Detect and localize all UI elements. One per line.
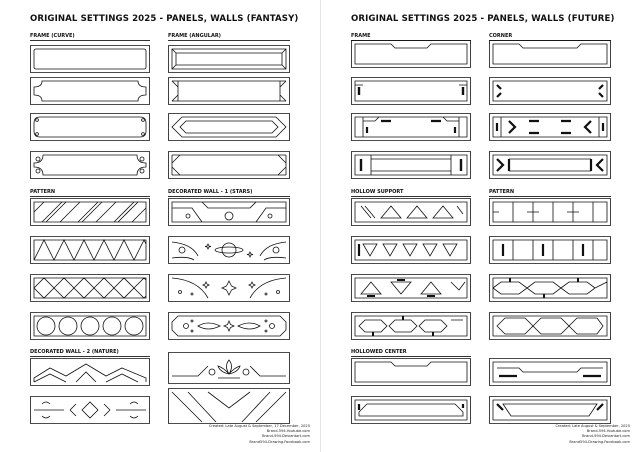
credit-line: Created: Late August & September, 2025: [555, 424, 630, 428]
section-label-corner: CORNER: [489, 33, 513, 39]
panel-future-frame-2: [351, 77, 471, 105]
panel-future-pattern-4: [489, 312, 611, 340]
panel-hollowed-center-2: [351, 396, 471, 424]
section-label-decorated-stars: DECORATED WALL - 1 (STARS): [168, 189, 253, 195]
panel-future-frame-1: [351, 40, 471, 68]
left-page-title: ORIGINAL SETTINGS 2025 - PANELS, WALLS (FANTASY): [30, 14, 299, 24]
section-underline: [351, 356, 471, 357]
section-underline: [168, 40, 290, 41]
panel-future-pattern-3: [489, 274, 611, 302]
panel-nature-2: [30, 396, 150, 424]
panel-hollowed-center-3: [489, 358, 611, 386]
panel-angular-3: [168, 113, 290, 141]
panel-stars-3: [168, 274, 290, 302]
credit-line: Brand-594.Youtube.com: [586, 429, 630, 434]
section-underline: [168, 196, 290, 197]
section-underline: [30, 196, 150, 197]
section-label-frame-angular: FRAME (ANGULAR): [168, 33, 221, 39]
panel-hollow-support-1: [351, 198, 471, 226]
panel-future-frame-3: [351, 113, 471, 141]
panel-nature-1: [30, 358, 150, 386]
panel-future-frame-4: [351, 151, 471, 179]
panel-pattern-circles: [30, 312, 150, 340]
section-label-hollow-support: HOLLOW SUPPORT: [351, 189, 404, 195]
panel-future-corner-2: [489, 77, 611, 105]
credit-line: Brand594-Drawing.Facebook.com: [569, 439, 630, 444]
panel-hollow-support-3: [351, 274, 471, 302]
panel-curve-1: [30, 45, 150, 73]
section-label-decorated-nature: DECORATED WALL - 2 (NATURE): [30, 349, 119, 355]
panel-angular-2: [168, 77, 290, 105]
panel-future-corner-1: [489, 40, 611, 68]
credits-block: [209, 424, 310, 445]
right-page-title: ORIGINAL SETTINGS 2025 - PANELS, WALLS (FUTURE): [351, 14, 615, 24]
panel-angular-4: [168, 151, 290, 179]
panel-stars-4: [168, 312, 290, 340]
credit-line: Brand-594.Deviantart.com: [262, 434, 310, 439]
credit-line: Brand594-Drawing.Facebook.com: [249, 439, 310, 444]
credit-line: Created: Late August & September, 17 December, 2025: [208, 424, 310, 428]
section-underline: [489, 196, 611, 197]
right-sheet: [320, 0, 640, 452]
section-label-frame-curve: FRAME (CURVE): [30, 33, 75, 39]
section-label-future-pattern: PATTERN: [489, 189, 515, 195]
credits-block: [556, 424, 631, 445]
panel-future-pattern-1: [489, 198, 611, 226]
section-label-frame: FRAME: [351, 33, 371, 39]
panel-pattern-diamonds: [30, 274, 150, 302]
panel-hollowed-center-1: [351, 358, 471, 386]
panel-future-corner-4: [489, 151, 611, 179]
panel-pattern-diagonals: [30, 198, 150, 226]
section-underline: [351, 196, 471, 197]
section-underline: [30, 40, 150, 41]
panel-pattern-triangles: [30, 236, 150, 264]
panel-hollowed-center-4: [489, 396, 611, 424]
panel-stars-1: [168, 198, 290, 226]
panel-curve-3: [30, 113, 150, 141]
panel-future-pattern-2: [489, 236, 611, 264]
panel-curve-2: [30, 77, 150, 105]
panel-hollow-support-4: [351, 312, 471, 340]
panel-nature-4: [168, 388, 290, 424]
panel-future-corner-3: [489, 113, 611, 141]
credit-line: Brand-594.Youtube.com: [266, 429, 310, 434]
section-label-pattern: PATTERN: [30, 189, 56, 195]
section-label-hollowed-center: HOLLOWED CENTER: [351, 349, 407, 355]
panel-hollow-support-2: [351, 236, 471, 264]
panel-angular-1: [168, 45, 290, 73]
section-underline: [30, 356, 150, 357]
credit-line: Brand-594.Deviantart.com: [582, 434, 630, 439]
panel-stars-2: [168, 236, 290, 264]
panel-curve-4: [30, 151, 150, 179]
panel-nature-3: [168, 352, 290, 384]
